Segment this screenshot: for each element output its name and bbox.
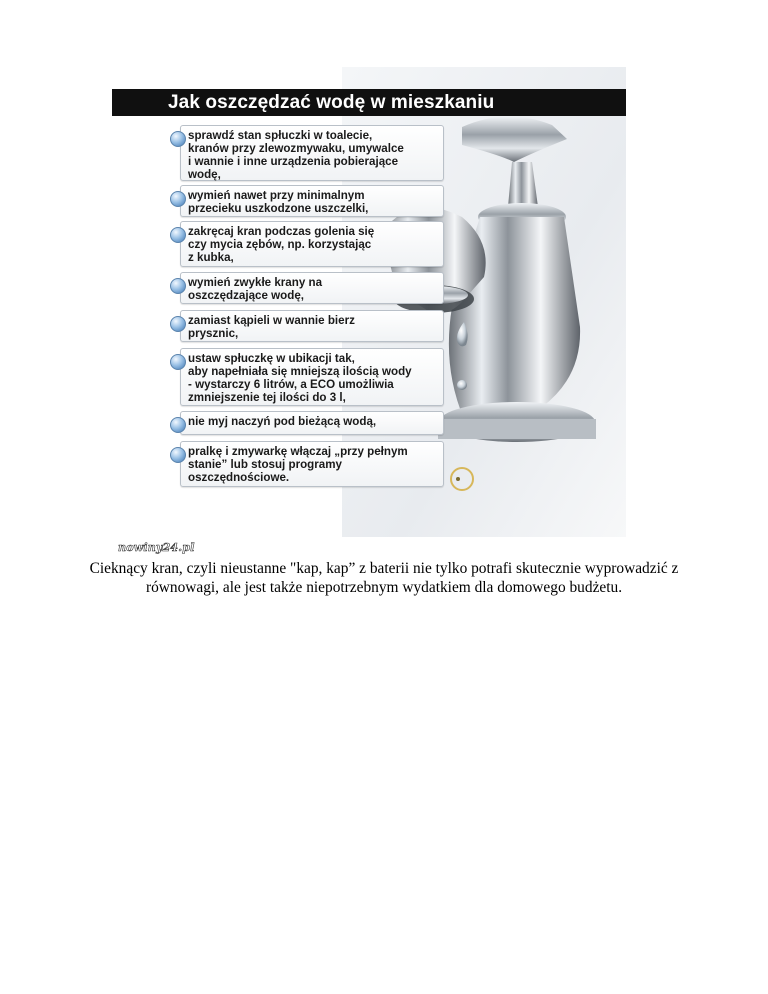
source-credit: nowiny24.pl (118, 541, 195, 554)
tip-text: wymień zwykłe krany na oszczędzające wodę, (188, 276, 323, 302)
infographic-image (112, 67, 626, 537)
blue-orb-bullet-icon (170, 316, 186, 332)
tip-item (166, 221, 444, 267)
tip-text: wymień nawet przy minimalnym przecieku uszkodzone uszczelki, (188, 189, 369, 215)
image-caption: Cieknący kran, czyli nieustanne "kap, kap” z baterii nie tylko potrafi skutecznie wyprowadzić z równowagi, ale jest także niepotrzebnym wydatkiem dla domowego budżetu. (89, 560, 679, 596)
blue-orb-bullet-icon (170, 354, 186, 370)
infographic-title: Jak oszczędzać wodę w mieszkaniu (112, 89, 626, 116)
tip-item (166, 185, 444, 217)
tip-item (166, 310, 444, 342)
blue-orb-bullet-icon (170, 227, 186, 243)
blue-orb-bullet-icon (170, 278, 186, 294)
tip-item (166, 441, 444, 487)
tip-item (166, 272, 444, 304)
tip-text: pralkę i zmywarkę włączaj „przy pełnym stanie” lub stosuj programy oszczędnościowe. (188, 445, 408, 484)
blue-orb-bullet-icon (170, 417, 186, 433)
tip-item (166, 411, 444, 435)
blue-orb-bullet-icon (170, 447, 186, 463)
tip-item (166, 125, 444, 181)
tip-text: zakręcaj kran podczas golenia się czy mycia zębów, np. korzystając z kubka, (188, 225, 375, 264)
tip-item (166, 348, 444, 406)
tip-text: nie myj naczyń pod bieżącą wodą, (188, 415, 377, 428)
blue-orb-bullet-icon (170, 191, 186, 207)
blue-orb-bullet-icon (170, 131, 186, 147)
tip-text: sprawdź stan spłuczki w toalecie, kranów przy zlewozmywaku, umywalce i wannie i inne urządzenia pobierające wodę, (188, 129, 404, 181)
tip-text: zamiast kąpieli w wannie bierz prysznic, (188, 314, 355, 340)
tip-text: ustaw spłuczkę w ubikacji tak, aby napełniała się mniejszą ilością wody - wystarczy 6 litrów, a ECO umożliwia zmniejszenie tej ilości do 3 l, (188, 352, 412, 404)
